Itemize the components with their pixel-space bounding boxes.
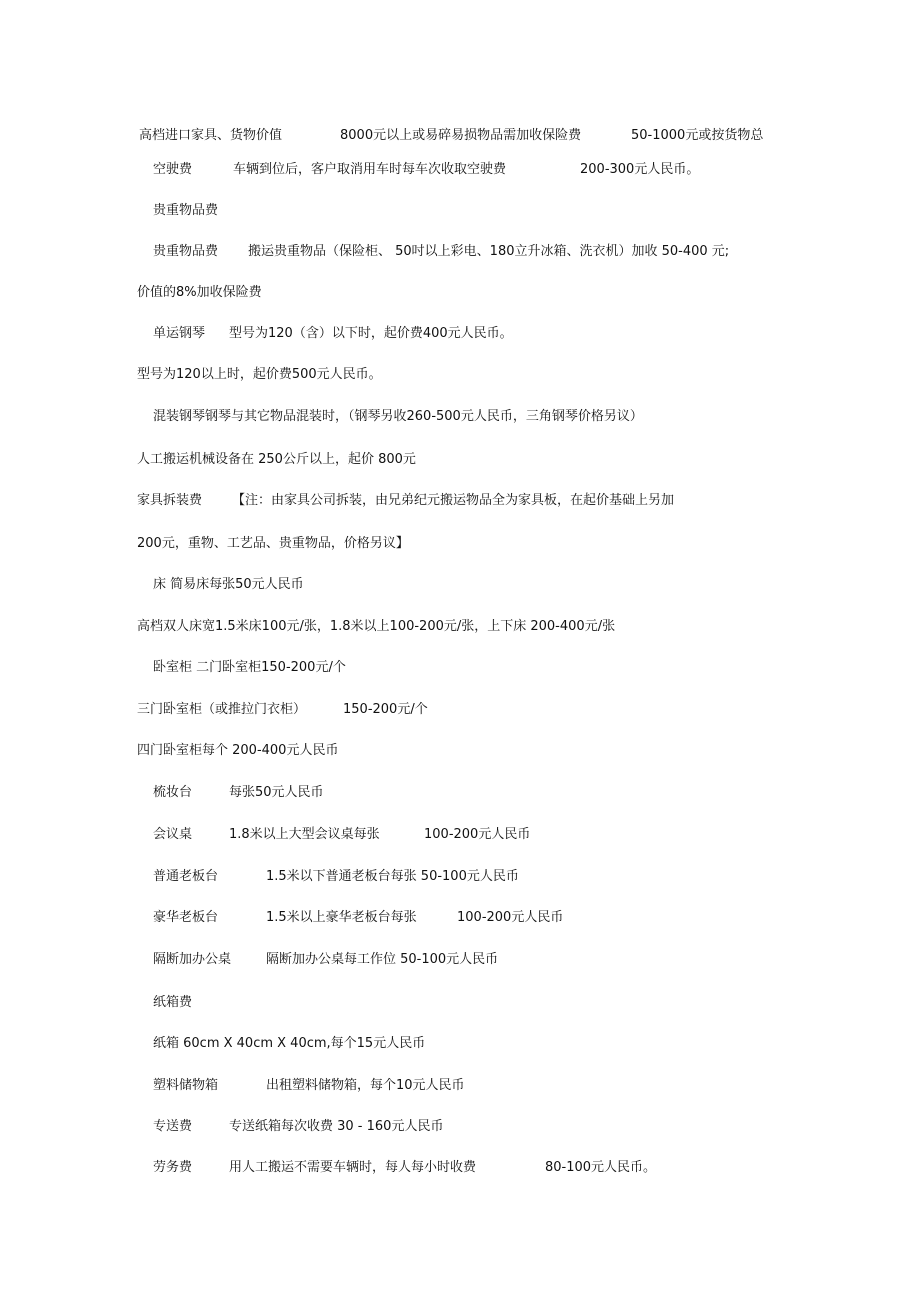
text-segment: 【注：由家具公司拆装，由兄弟纪元搬运物品全为家具板，在起价基础上另加 [232, 493, 675, 508]
text-segment: 200元，重物、工艺品、贵重物品，价格另议】 [137, 536, 409, 551]
text-segment: 价值的8%加收保险费 [137, 285, 262, 300]
text-line [153, 1077, 465, 1095]
text-segment: 用人工搬运不需要车辆时，每人每小时收费 [229, 1160, 477, 1175]
text-segment: 梳妆台 [153, 785, 193, 800]
text-segment: 100-200元人民币 [424, 827, 531, 842]
text-segment: 普通老板台 [153, 869, 219, 884]
text-line [153, 243, 729, 261]
text-segment: 空驶费 [153, 162, 193, 177]
text-segment: 贵重物品费 [153, 244, 219, 259]
text-segment: 专送费 [153, 1119, 193, 1134]
text-line [153, 1159, 656, 1177]
text-line [153, 576, 304, 594]
text-segment: 型号为120（含）以下时，起价费400元人民币。 [229, 326, 513, 341]
text-segment: 搬运贵重物品（保险柜、 50吋以上彩电、180立升冰箱、洗衣机）加收 50-400 元; [248, 244, 730, 259]
text-segment: 卧室柜 二门卧室柜150-200元/个 [153, 660, 346, 675]
text-segment: 1.5米以上豪华老板台每张 [266, 910, 417, 925]
text-line [153, 909, 563, 927]
text-segment: 贵重物品费 [153, 203, 219, 218]
text-line [137, 284, 262, 302]
text-segment: 三门卧室柜（或推拉门衣柜） [137, 702, 307, 717]
text-segment: 会议桌 [153, 827, 193, 842]
text-segment: 混装钢琴钢琴与其它物品混装时，（钢琴另收260-500元人民币，三角钢琴价格另议） [153, 409, 643, 424]
text-segment: 车辆到位后，客户取消用车时每车次收取空驶费 [233, 162, 507, 177]
text-segment: 专送纸箱每次收费 30 - 160元人民币 [229, 1119, 444, 1134]
text-line [137, 451, 416, 469]
text-line [137, 492, 674, 510]
text-line [137, 701, 428, 719]
text-line [153, 868, 519, 886]
text-line [137, 535, 409, 553]
text-line [137, 618, 615, 636]
text-segment: 200-300元人民币。 [580, 162, 700, 177]
text-segment: 隔断加办公桌每工作位 50-100元人民币 [266, 952, 499, 967]
text-line [153, 994, 192, 1012]
text-segment: 100-200元人民币 [457, 910, 564, 925]
text-line [153, 202, 218, 220]
text-line [153, 1035, 425, 1053]
text-segment: 80-100元人民币。 [545, 1160, 657, 1175]
text-segment: 劳务费 [153, 1160, 193, 1175]
text-segment: 隔断加办公桌 [153, 952, 232, 967]
text-segment: 50-1000元或按货物总 [631, 128, 764, 143]
text-segment: 高档进口家具、货物价值 [139, 128, 283, 143]
text-segment: 人工搬运机械设备在 250公斤以上，起价 800元 [137, 452, 416, 467]
text-segment: 豪华老板台 [153, 910, 219, 925]
text-segment: 1.5米以下普通老板台每张 50-100元人民币 [266, 869, 519, 884]
text-segment: 每张50元人民币 [229, 785, 324, 800]
text-line [137, 742, 338, 760]
text-line [153, 951, 498, 969]
text-segment: 8000元以上或易碎易损物品需加收保险费 [340, 128, 582, 143]
text-segment: 家具拆装费 [137, 493, 203, 508]
text-line [137, 366, 382, 384]
text-segment: 1.8米以上大型会议桌每张 [229, 827, 380, 842]
text-line [153, 826, 530, 844]
text-segment: 型号为120以上时，起价费500元人民币。 [137, 367, 382, 382]
text-segment: 纸箱费 [153, 995, 193, 1010]
text-line [153, 1118, 443, 1136]
text-line [153, 784, 324, 802]
text-segment: 塑料储物箱 [153, 1078, 219, 1093]
text-line [153, 325, 513, 343]
text-segment: 高档双人床宽1.5米床100元/张，1.8米以上100-200元/张，上下床 200-400元/张 [137, 619, 616, 634]
text-segment: 150-200元/个 [343, 702, 428, 717]
text-segment: 出租塑料储物箱，每个10元人民币 [266, 1078, 465, 1093]
text-segment: 床 简易床每张50元人民币 [153, 577, 304, 592]
text-line [153, 659, 346, 677]
text-segment: 单运钢琴 [153, 326, 206, 341]
text-segment: 四门卧室柜每个 200-400元人民币 [137, 743, 339, 758]
text-segment: 纸箱 60cm X 40cm X 40cm,每个15元人民币 [153, 1036, 426, 1051]
text-line [139, 127, 763, 145]
text-line [153, 408, 643, 426]
text-line [153, 161, 699, 179]
